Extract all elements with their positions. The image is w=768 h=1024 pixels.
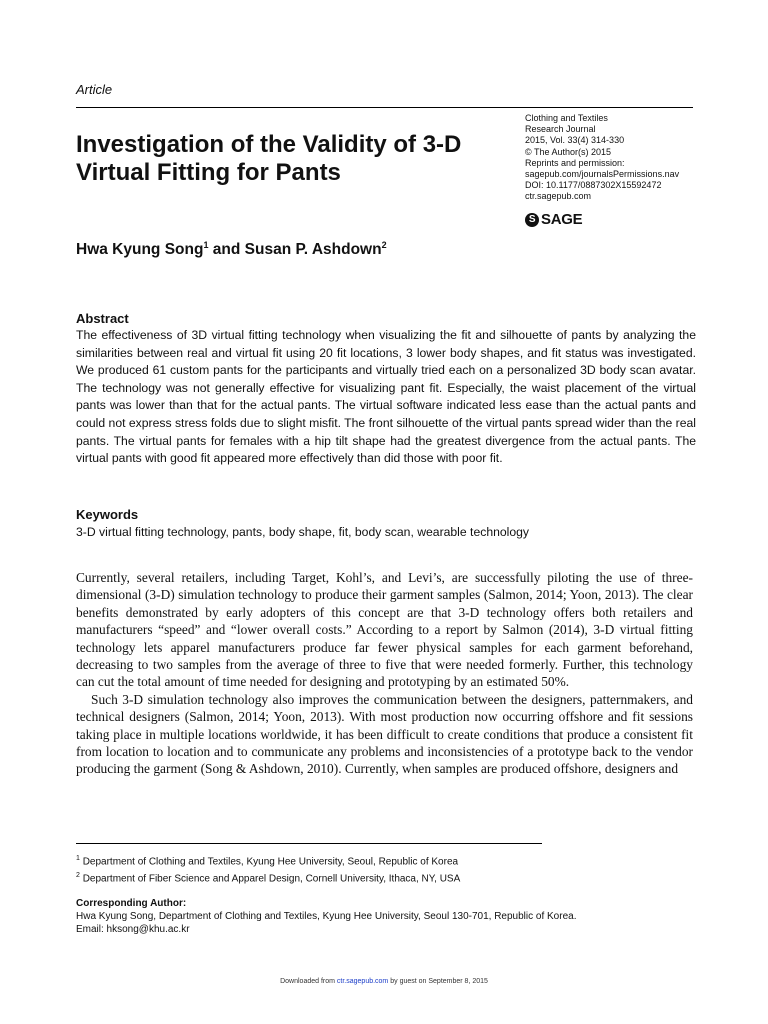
author-name: Susan P. Ashdown: [244, 241, 382, 259]
footnote: [76, 852, 696, 869]
corresponding-email: Email: hksong@khu.ac.kr: [76, 924, 190, 935]
download-link[interactable]: ctr.sagepub.com: [336, 978, 389, 985]
footnote-divider: [76, 843, 542, 844]
sage-logo-text: SAGE: [541, 211, 583, 228]
corresponding-address: Hwa Kyung Song, Department of Clothing and Textiles, Kyung Hee University, Seoul 130-701, Republic of Korea.: [76, 911, 577, 922]
journal-meta-line: © The Author(s) 2015: [525, 146, 612, 157]
footnote-text: Department of Fiber Science and Apparel Design, Cornell University, Ithaca, NY, USA: [82, 873, 461, 885]
abstract-text: The effectiveness of 3D virtual fitting technology when visualizing the fit and silhouette of pants by analyzing the similarities between real and virtual fit using 20 fit locations, 3 lower body shapes, and fit status was investigated. We produced 61 custom pants for the participants and virtually tried each on a personalized 3D body scan avatar. The technology was not generally effective for visualizing pant fit. Especially, the waist placement of the virtual pants was lower than that for the actual pants. The virtual software indicated less ease than the actual pants and could not express stress folds due to slight misfit. The front silhouette of the virtual pants spread wider than the real pants. The virtual pants for females with a hip tilt shape had the greatest divergence from the actual pants. The virtual pants with good fit appeared more effectively than did those with poor fit.: [76, 328, 696, 466]
affiliation-marker: 1: [203, 240, 209, 250]
author-connector: and: [208, 241, 245, 259]
journal-meta-line: Clothing and Textiles: [525, 113, 608, 123]
download-prefix: Downloaded from: [280, 978, 337, 985]
abstract-heading: Abstract: [76, 311, 129, 326]
footnotes: [76, 852, 696, 887]
header-divider: [76, 107, 693, 108]
journal-meta-line: ctr.sagepub.com: [525, 191, 592, 202]
download-suffix: by guest on September 8, 2015: [388, 978, 488, 985]
author-name: Hwa Kyung Song: [76, 241, 204, 259]
keywords-heading: Keywords: [76, 507, 139, 522]
footnote: [76, 869, 696, 886]
corresponding-heading: Corresponding Author:: [76, 898, 187, 909]
body-paragraph: Currently, several retailers, including Target, Kohl’s, and Levi’s, are successfully piloting the use of three-dimensional (3-D) simulation technology to produce their garment samples (Salmon, 2014; Yoon, 2013). The clear benefits demonstrated by early adopters of this concept are that 3-D technology offers both retailers and manufacturers “speed” and “lower overall costs.” According to a report by Salmon (2014), 3-D virtual fitting technology lets apparel manufacturers produce far fewer physical samples for each garment beforehand, decreasing to two samples from the average of three to five that were needed formerly. Further, this technology can cut the total amount of time needed for designing and prototyping by an estimated 50%.: [76, 570, 693, 690]
keywords-text: 3-D virtual fitting technology, pants, body shape, fit, body scan, wearable technology: [76, 525, 530, 539]
paper-title: Investigation of the Validity of 3-D Virtual Fitting for Pants: [76, 131, 462, 186]
journal-meta-line: 2015, Vol. 33(4) 314-330: [525, 135, 625, 146]
footnote-text: Department of Clothing and Textiles, Kyung Hee University, Seoul, Republic of Korea: [82, 856, 459, 868]
journal-meta-line: Research Journal: [525, 124, 596, 135]
footnote-number: 2: [76, 872, 80, 880]
download-notice: [0, 978, 768, 985]
body-paragraph: Such 3-D simulation technology also improves the communication between the designers, patternmakers, and technical designers (Salmon, 2014; Yoon, 2013). With most production now occurring offshore and fit sessions taking place in multiple locations worldwide, it has been difficult to create conditions that produce a consistent fit from location to location and to communicate any problems and inconsistencies of a prototype back to the vendor producing the garment (Song & Ashdown, 2010). Currently, when samples are produced offshore, designers and: [76, 691, 693, 777]
author-line: [76, 240, 387, 259]
journal-meta: [525, 113, 725, 203]
journal-meta-line: Reprints and permission:: [525, 157, 625, 168]
footnote-number: 1: [76, 855, 80, 862]
journal-meta-line: sagepub.com/journalsPermissions.nav: [525, 169, 680, 180]
article-type-label: Article: [76, 82, 113, 97]
affiliation-marker: 2: [381, 240, 387, 250]
body-text: [76, 569, 693, 778]
journal-meta-line: DOI: 10.1177/0887302X15592472: [525, 180, 662, 191]
corresponding-author: [76, 897, 716, 936]
sage-mark-icon: S: [525, 213, 539, 227]
sage-logo: [525, 211, 582, 228]
